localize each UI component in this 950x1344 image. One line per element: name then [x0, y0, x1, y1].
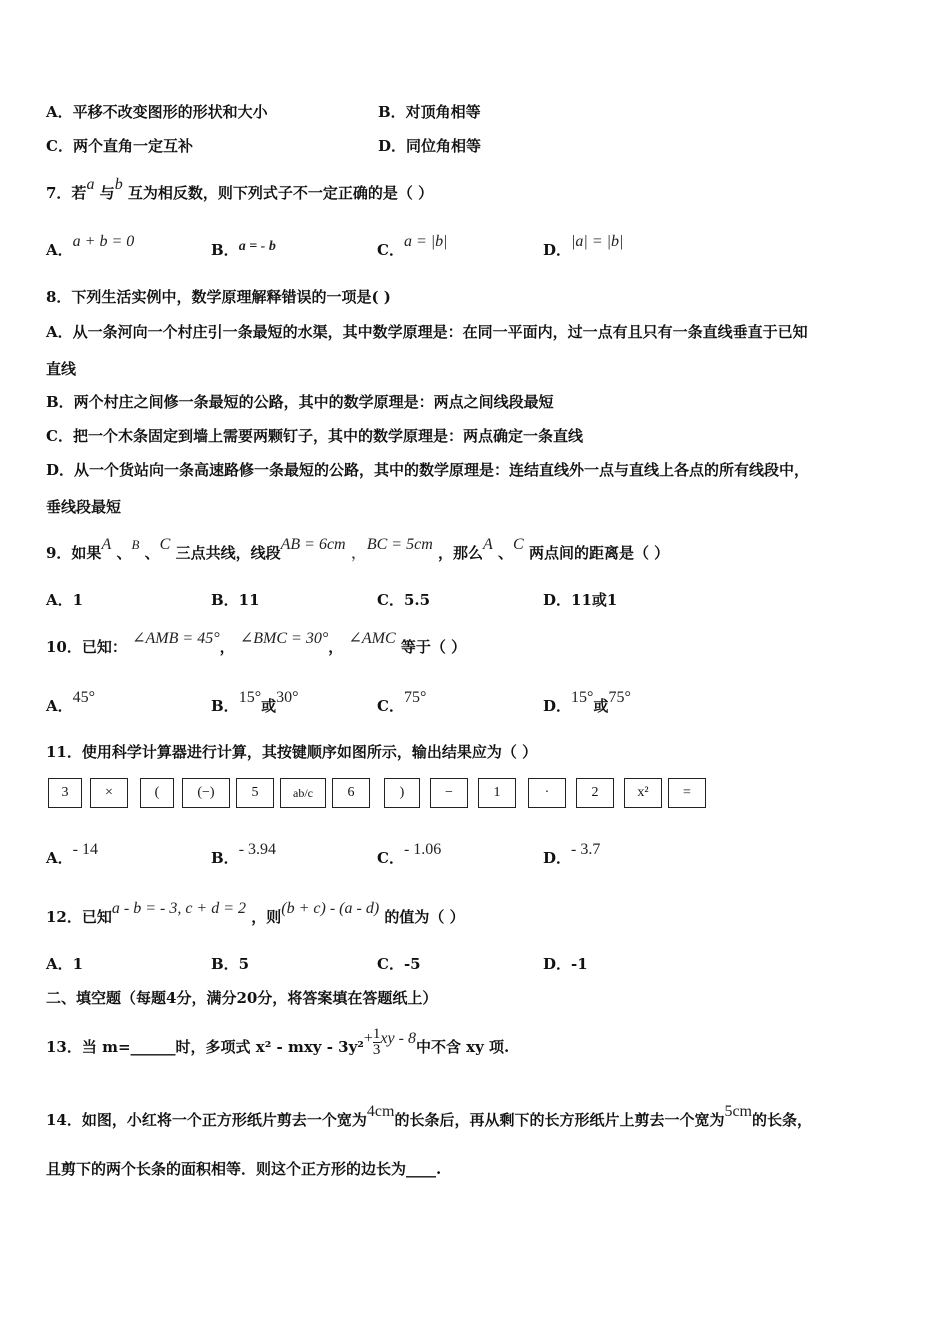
q9-stem	[46, 536, 670, 564]
calc-key-1: 1	[478, 778, 516, 808]
q10-option-a-label: A．	[46, 697, 73, 715]
q9-text-2: 三点共线，线段	[175, 544, 281, 562]
calc-key-times: ×	[90, 778, 128, 808]
q14-text-2: 的长条后，再从剩下的长方形纸片上剪去一个宽为	[394, 1111, 725, 1129]
q12-option-c: C．-5	[377, 955, 421, 973]
q9-text-4: 两点间的距离是（ ）	[528, 544, 670, 562]
q14-width-2: 5cm	[724, 1103, 752, 1120]
calc-key-6: 6	[332, 778, 370, 808]
q9-option-c: C．5.5	[377, 591, 431, 609]
q11-option-c-value: - 1.06	[403, 841, 442, 858]
q10-option-b-value-2: 30°	[276, 689, 299, 706]
q7-option-c-expr: a = |b|	[403, 233, 448, 250]
q10-option-c	[377, 689, 427, 717]
q12-condition: a - b = - 3, c + d = 2	[111, 900, 247, 917]
q10-option-b-value-1: 15°	[238, 689, 262, 706]
q10-comma-2: ，	[328, 638, 344, 656]
q10-option-a-value: 45°	[72, 689, 96, 706]
q10-stem	[46, 630, 467, 658]
calc-key-decimal: ·	[528, 778, 566, 808]
q7-option-c-label: C．	[377, 241, 404, 259]
q13-stem	[46, 1024, 509, 1070]
calc-key-5: 5	[236, 778, 274, 808]
q9-option-a: A．1	[46, 591, 84, 609]
q12-expression: (b + c) - (a - d)	[281, 900, 380, 917]
q11-option-d-value: - 3.7	[571, 841, 601, 858]
q9-segment-ab: AB = 6cm	[280, 536, 346, 553]
q8-option-a-line1: A．从一条河向一个村庄引一条最短的水渠，其中数学原理是：在同一平面内，过一点有且只有一条直线垂直于已知	[46, 323, 808, 341]
q11-option-a	[46, 841, 98, 869]
q10-option-d	[543, 689, 631, 717]
q11-stem: 11．使用科学计算器进行计算，其按键顺序如图所示，输出结果应为（ ）	[46, 743, 538, 761]
q7-stem	[46, 176, 434, 204]
q10-option-d-label: D．	[543, 697, 572, 715]
q10-option-c-label: C．	[377, 697, 404, 715]
q12-text-2: ，则	[251, 908, 282, 926]
q12-text-3: 的值为（ ）	[384, 908, 465, 926]
q10-option-b	[211, 689, 299, 717]
prev-option-b: B．对顶角相等	[378, 103, 481, 121]
q10-angle-amb: ∠AMB = 45°	[132, 630, 220, 647]
q14-line-2: 且剪下的两个长条的面积相等．则这个正方形的边长为____.	[46, 1160, 442, 1178]
q14-width-1: 4cm	[366, 1103, 395, 1120]
calc-key-2: 2	[576, 778, 614, 808]
calc-key-minus: −	[430, 778, 468, 808]
q14-text-1: 14．如图，小红将一个正方形纸片剪去一个宽为	[46, 1111, 367, 1129]
q10-text-1: 10．已知：	[46, 638, 127, 656]
q9-text-1: 9．如果	[46, 544, 102, 562]
q9-point-a2: A	[483, 536, 493, 553]
q7-text-2: 与	[99, 184, 115, 202]
q7-option-d-label: D．	[543, 241, 572, 259]
q12-option-d: D．-1	[543, 955, 588, 973]
calc-key-square: x²	[624, 778, 662, 808]
calc-key-open-paren: (	[140, 778, 174, 808]
q10-option-a	[46, 689, 96, 717]
q10-option-b-or: 或	[261, 697, 277, 715]
q7-option-a	[46, 233, 135, 261]
q7-option-a-label: A．	[46, 241, 73, 259]
q13-tail-term: xy - 8	[380, 1030, 416, 1047]
q11-option-d	[543, 841, 601, 869]
q14-text-3: 的长条，	[752, 1111, 813, 1129]
q10-option-b-label: B．	[211, 697, 239, 715]
calc-key-close-paren: )	[384, 778, 420, 808]
q11-option-c-label: C．	[377, 849, 404, 867]
prev-option-a: A．平移不改变图形的形状和大小	[46, 103, 268, 121]
q13-plus: +	[363, 1030, 373, 1047]
q12-option-b: B．5	[211, 955, 250, 973]
q9-point-c: C	[159, 536, 171, 553]
q9-point-a: A	[101, 536, 112, 553]
q8-option-b: B．两个村庄之间修一条最短的公路，其中的数学原理是：两点之间线段最短	[46, 393, 554, 411]
q11-option-c	[377, 841, 442, 869]
calc-key-negative: (−)	[182, 778, 230, 808]
calc-key-fraction: ab/c	[280, 778, 326, 808]
q10-comma-1: ，	[219, 638, 235, 656]
q10-angle-amc: ∠AMC	[348, 630, 396, 647]
q11-option-b-value: - 3.94	[238, 841, 277, 858]
q13-text-1: 13．当 m=______时，多项式 x² - mxy - 3y²	[46, 1038, 364, 1056]
q9-point-c2: C	[513, 536, 524, 553]
q12-option-a: A．1	[46, 955, 84, 973]
q7-option-b-label: B．	[211, 241, 239, 259]
q10-option-d-or: 或	[593, 697, 609, 715]
q12-text-1: 12．已知	[46, 908, 112, 926]
q11-option-a-label: A．	[46, 849, 73, 867]
prev-option-c: C．两个直角一定互补	[46, 137, 193, 155]
prev-option-d: D．同位角相等	[378, 137, 482, 155]
q12-stem	[46, 900, 465, 928]
q9-segment-bc: BC = 5cm	[366, 536, 433, 553]
q7-var-a: a	[86, 176, 95, 193]
q10-text-2: 等于（ ）	[400, 638, 467, 656]
q11-option-a-value: - 14	[72, 841, 98, 858]
q10-angle-bmc: ∠BMC = 30°	[239, 630, 329, 647]
q13-fraction-denominator: 3	[372, 1041, 381, 1058]
q7-option-a-expr: a + b = 0	[72, 233, 135, 250]
q13-fraction-numerator: 1	[372, 1025, 381, 1042]
q9-sep-2: 、	[144, 544, 160, 562]
q14-stem	[46, 1103, 813, 1131]
q13-text-2: 中不含 xy 项.	[415, 1038, 510, 1056]
section-heading-fill-in: 二、填空题（每题4分，满分20分，将答案填在答题纸上）	[46, 989, 438, 1007]
q8-option-c: C．把一个木条固定到墙上需要两颗钉子，其中的数学原理是：两点确定一条直线	[46, 427, 583, 445]
q9-text-3: ，那么	[437, 544, 483, 562]
q7-option-d	[543, 233, 624, 261]
q8-option-d-line1: D．从一个货站向一条高速路修一条最短的公路，其中的数学原理是：连结直线外一点与直线上各点的所有线段中，	[46, 461, 810, 479]
q9-point-b: B	[131, 537, 140, 552]
q9-comma: ，	[350, 545, 367, 562]
q8-option-d-line2: 垂线段最短	[46, 498, 122, 516]
q10-option-d-value-1: 15°	[571, 689, 594, 706]
calc-key-3: 3	[48, 778, 82, 808]
q7-option-b-expr: a = - b	[238, 239, 276, 254]
q7-var-b: b	[114, 176, 123, 193]
q9-option-b: B．11	[211, 591, 260, 609]
calc-key-equals: =	[668, 778, 706, 808]
q7-option-d-expr: |a| = |b|	[571, 233, 624, 250]
q9-sep-3: 、	[498, 544, 514, 562]
q7-option-b	[211, 240, 276, 262]
q8-option-a-line2: 直线	[46, 360, 77, 378]
q8-stem: 8．下列生活实例中，数学原理解释错误的一项是( )	[46, 288, 391, 306]
q7-text-1: 7．若	[46, 184, 87, 202]
q7-option-c	[377, 233, 448, 261]
q10-option-d-value-2: 75°	[608, 689, 631, 706]
q11-option-b	[211, 841, 277, 869]
q9-sep-1: 、	[116, 544, 132, 562]
q11-option-d-label: D．	[543, 849, 572, 867]
q9-option-d: D．11或1	[543, 591, 618, 609]
q10-option-c-value: 75°	[403, 689, 427, 706]
q7-text-3: 互为相反数，则下列式子不一定正确的是（ ）	[127, 184, 434, 202]
q11-option-b-label: B．	[211, 849, 239, 867]
